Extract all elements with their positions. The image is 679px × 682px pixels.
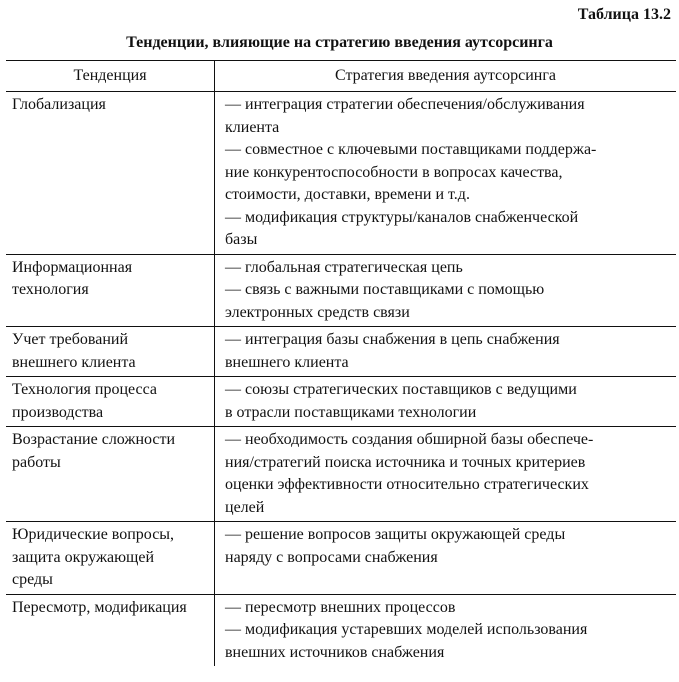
header-strategy: Стратегия введения аутсорсинга: [215, 61, 677, 92]
strategy-text: — интеграция стратегии обеспечения/обслуживания: [225, 96, 585, 113]
strategy-text: электронных средств связи: [225, 303, 410, 321]
trend-text: внешнего клиента: [12, 353, 136, 371]
trend-text: Учет требований: [12, 331, 129, 348]
trend-text: среды: [12, 571, 53, 588]
table-row: [6, 254, 676, 327]
trend-text: Информационная: [12, 258, 133, 276]
header-row: [6, 61, 676, 92]
strategy-text: — интеграция базы снабжения в цепь снабжения: [225, 331, 560, 348]
trend-cell: [6, 254, 215, 327]
table-caption: Тенденции, влияющие на стратегию введения аутсорсинга: [126, 34, 553, 51]
strategy-text: стоимости, доставки, времени и т.д.: [225, 186, 470, 203]
strategy-text: внешнего клиента: [225, 353, 349, 371]
strategy-text: ние конкурентоспособности в вопросах качества,: [225, 163, 563, 181]
outsourcing-trends-table: [6, 60, 676, 666]
trend-cell: [6, 594, 215, 666]
strategy-text: ния/стратегий поиска источника и точных критериев: [225, 453, 586, 471]
trend-text: Пересмотр, модификация: [12, 598, 187, 616]
table-row: [6, 327, 676, 377]
trend-text: Глобализация: [12, 96, 106, 113]
strategy-text: — модификация устаревших моделей использования: [225, 621, 588, 638]
strategy-cell: [215, 522, 677, 595]
trend-cell: [6, 327, 215, 377]
table-row: [6, 522, 676, 595]
trend-text: Технология процесса: [12, 381, 157, 398]
strategy-text: — модификация структуры/каналов снабженческой: [225, 208, 579, 226]
strategy-cell: [215, 92, 677, 255]
table-row: [6, 377, 676, 427]
strategy-text: — союзы стратегических поставщиков с ведущими: [225, 381, 577, 398]
strategy-text: — совместное с ключевыми поставщиками поддержа-: [225, 141, 597, 158]
trend-text: Возрастание сложности: [12, 431, 176, 448]
strategy-cell: [215, 427, 677, 522]
strategy-cell: [215, 594, 677, 666]
trend-text: производства: [12, 403, 104, 421]
strategy-text: — решение вопросов защиты окружающей среды: [225, 526, 566, 543]
strategy-text: оценки эффективности относительно стратегических: [225, 476, 589, 493]
table-row: [6, 92, 676, 255]
strategy-text: — глобальная стратегическая цепь: [225, 258, 463, 276]
strategy-text: — связь с важными поставщиками с помощью: [225, 281, 545, 298]
strategy-text: базы: [225, 231, 258, 248]
strategy-cell: [215, 377, 677, 427]
trend-text: защита окружающей: [12, 548, 155, 566]
trend-cell: [6, 92, 215, 255]
trend-cell: [6, 522, 215, 595]
table-row: [6, 427, 676, 522]
trend-text: работы: [12, 453, 61, 471]
strategy-text: — необходимость создания обширной базы обеспече-: [225, 431, 594, 448]
trend-cell: [6, 427, 215, 522]
strategy-cell: [215, 254, 677, 327]
strategy-text: — пересмотр внешних процессов: [225, 598, 456, 616]
trend-cell: [6, 377, 215, 427]
strategy-cell: [215, 327, 677, 377]
trend-text: технология: [12, 281, 89, 298]
strategy-text: клиента: [225, 118, 280, 136]
table-number: Таблица 13.2: [577, 6, 671, 23]
table-body: [6, 92, 676, 667]
strategy-text: наряду с вопросами снабжения: [225, 548, 438, 566]
strategy-text: в отрасли поставщиками технологии: [225, 403, 477, 421]
trend-text: Юридические вопросы,: [12, 526, 175, 543]
table-row: [6, 594, 676, 666]
strategy-text: целей: [225, 498, 265, 516]
header-trend: Тенденция: [6, 61, 215, 92]
strategy-text: внешних источников снабжения: [225, 643, 445, 661]
